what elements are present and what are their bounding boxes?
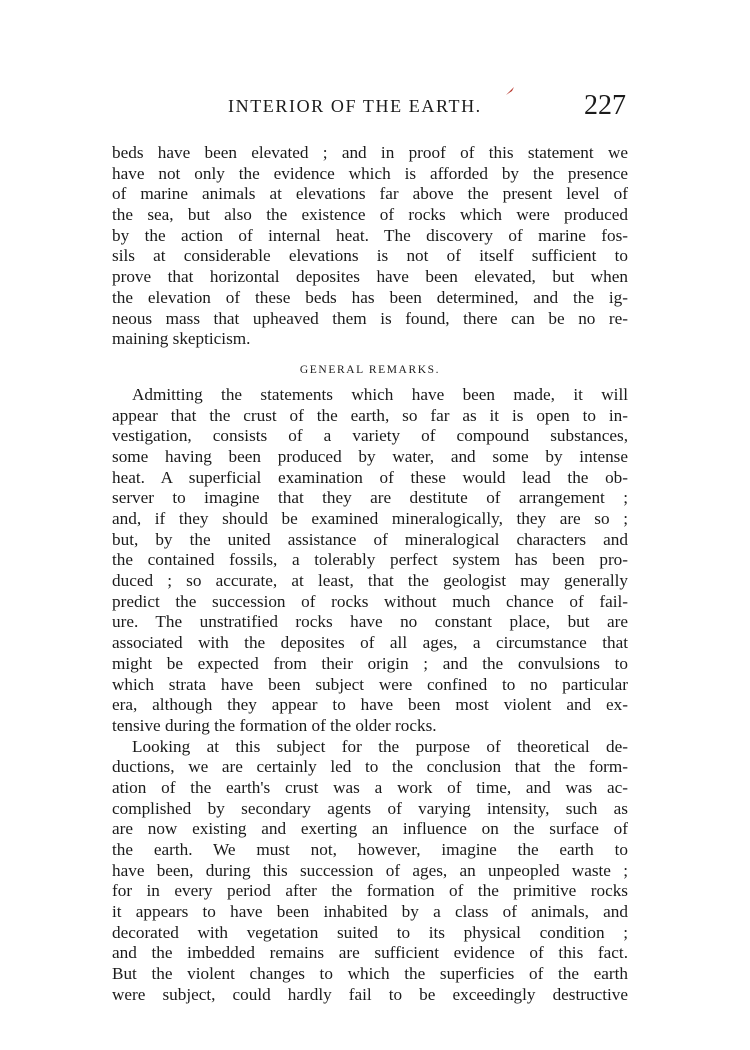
body-text [112,143,628,1006]
ink-mark-icon [505,86,515,96]
text-line: But the violent changes to which the superficies of the earth [112,964,628,984]
text-line: era, although they appear to have been most violent and ex- [112,695,628,715]
text-line: the earth. We must not, however, imagine the earth to [112,840,628,859]
text-line: heat. A superficial examination of these would lead the ob- [112,467,628,487]
paragraph-2 [112,385,628,737]
paragraph-3 [112,737,628,1006]
text-line: the sea, but also the existence of rocks which were produced [112,205,628,225]
text-line: decorated with vegetation suited to its physical condition ; [112,922,628,942]
text-line: tensive during the formation of the older rocks. [112,715,437,735]
text-line: which strata have been subject were confined to no particular [112,674,628,694]
text-line: some having been produced by water, and some by intense [112,446,628,466]
text-line: appear that the crust of the earth, so far as it is open to in- [112,405,628,425]
text-line: and the imbedded remains are sufficient evidence of this fact. [112,943,628,963]
section-heading: GENERAL REMARKS. [299,363,441,376]
text-line: ation of the earth's crust was a work of time, and was ac- [112,777,628,797]
text-line: prove that horizontal deposites have been elevated, but when [112,267,628,287]
text-line: sils at considerable elevations is not of itself sufficient to [112,246,628,266]
text-line: predict the succession of rocks without much chance of fail- [112,591,628,611]
text-line: maining skepticism. [112,329,251,349]
text-line: it appears to have been inhabited by a class of animals, and [112,902,628,922]
text-line: of marine animals at elevations far above the present level of [112,184,628,204]
text-line: and, if they should be examined mineralogically, they are so ; [112,509,628,528]
text-line: associated with the deposites of all ages, a circumstance that [112,633,628,653]
text-line: duced ; so accurate, at least, that the geologist may generally [112,571,628,591]
text-line: vestigation, consists of a variety of compound substances, [112,426,628,446]
text-line: server to imagine that they are destitute of arrangement ; [112,488,628,508]
running-title: INTERIOR OF THE EARTH. [228,96,482,116]
text-line: were subject, could hardly fail to be exceedingly destructive [112,984,628,1004]
text-line: Admitting the statements which have been made, it will [132,384,628,404]
text-line: but, by the united assistance of mineralogical characters and [112,529,628,549]
text-line: the contained fossils, a tolerably perfect system has been pro- [112,550,628,570]
text-line: neous mass that upheaved them is found, there can be no re- [112,308,628,328]
text-line: by the action of internal heat. The discovery of marine fos- [112,225,628,245]
paragraph-1 [112,143,628,350]
text-line: have been, during this succession of ages, an unpeopled waste ; [112,860,628,880]
page-number: 227 [584,90,626,121]
running-head [228,90,626,124]
text-line: Looking at this subject for the purpose of theoretical de- [132,736,628,756]
text-line: the elevation of these beds has been determined, and the ig- [112,287,628,307]
text-line: might be expected from their origin ; and the convulsions to [112,653,628,673]
text-line: have not only the evidence which is afforded by the presence [112,163,628,183]
text-line: ductions, we are certainly led to the conclusion that the form- [112,757,628,777]
text-line: for in every period after the formation of the primitive rocks [112,881,628,901]
text-line: beds have been elevated ; and in proof of this statement we [112,143,628,162]
text-line: are now existing and exerting an influence on the surface of [112,819,628,839]
text-line: complished by secondary agents of varying intensity, such as [112,798,628,818]
text-line: ure. The unstratified rocks have no constant place, but are [112,612,628,632]
